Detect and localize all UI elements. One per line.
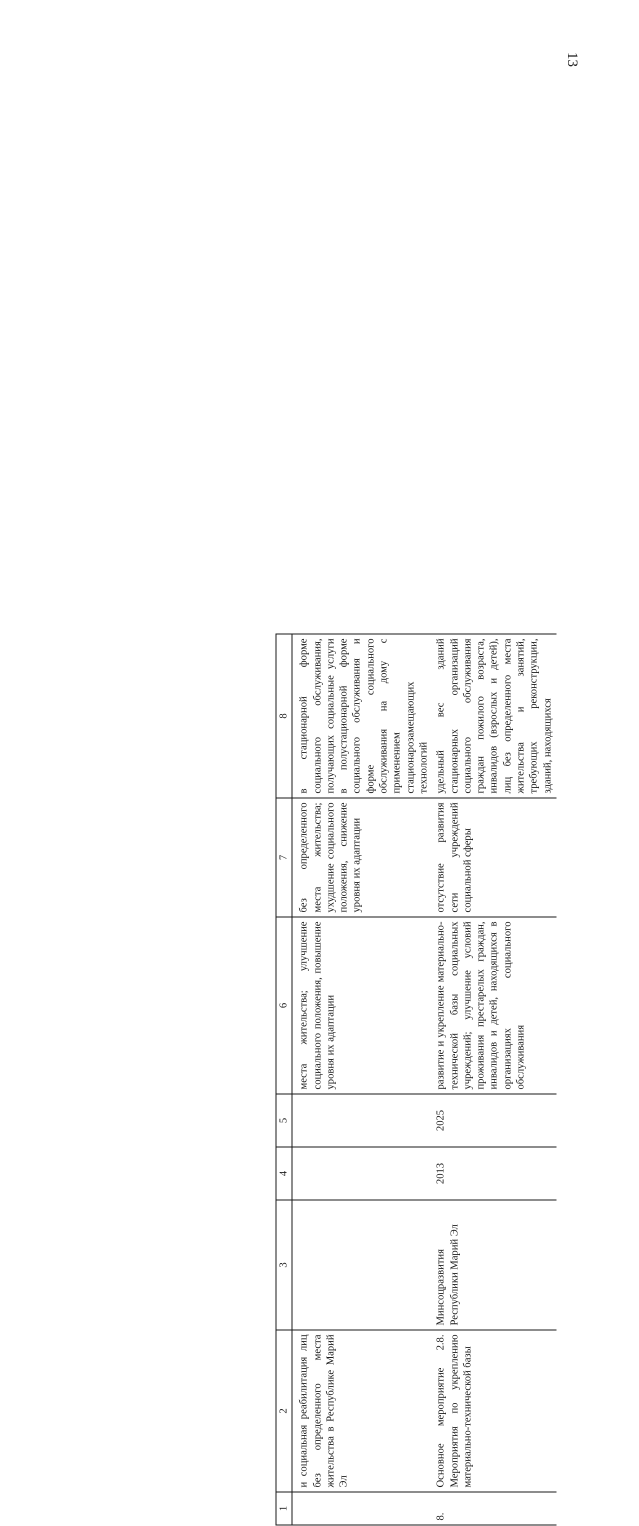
rotated-table-sheet: [276, 707, 639, 1526]
table-row: [292, 634, 432, 1525]
expected-result-cell: развитие и укрепление материально-технической базы социальных учреждений; улучшение условий проживания престарелых граждан, инвалидов и детей, находящихся в организациях социального обслуживания: [433, 917, 557, 1094]
column-header-3: 3: [276, 1200, 292, 1330]
page-number: 13: [564, 52, 579, 67]
column-header-4: 4: [276, 1147, 292, 1200]
column-number-row: [276, 634, 292, 1525]
start-year-cell: 2013: [433, 1147, 557, 1200]
consequences-cell: без определенного места жительства; ухудшение социального положения, снижение уровня их адаптации: [292, 798, 432, 917]
end-year-cell: [292, 1094, 432, 1147]
column-header-8: 8: [276, 634, 292, 798]
expected-result-cell: места жительства; улучшение социального положения, повышение уровня их адаптации: [292, 917, 432, 1094]
column-header-7: 7: [276, 798, 292, 917]
row-number-cell: 8.: [433, 1492, 557, 1525]
indicator-link-cell: в стационарной форме социального обслуживания, получающих социальные услуги в полустационарной форме социального обслуживания и форме социального обслуживания на дому с применением стационарозамещающих технологий: [292, 634, 432, 798]
indicator-link-cell: удельный вес зданий стационарных организаций социального обслуживания граждан пожилого возраста, инвалидов (взрослых и детей), лиц без определенного места жительства и занятий, требующих реконструкции, зданий, находящихся: [433, 634, 557, 798]
start-year-cell: [292, 1147, 432, 1200]
end-year-cell: 2025: [433, 1094, 557, 1147]
row-number-cell: [292, 1492, 432, 1525]
consequences-cell: отсутствие развития сети учреждений социальной сферы: [433, 798, 557, 917]
executor-cell: [292, 1200, 432, 1330]
column-header-2: 2: [276, 1330, 292, 1492]
column-header-6: 6: [276, 917, 292, 1094]
measure-name-cell: Основное мероприятие 2.8. Мероприятия по укреплению материально-технической базы: [433, 1330, 557, 1492]
program-measures-table: [276, 634, 557, 1526]
table-row: [433, 634, 557, 1525]
column-header-1: 1: [276, 1492, 292, 1525]
measure-name-cell: и социальная реабилитация лиц без определенного места жительства в Республике Марий Эл: [292, 1330, 432, 1492]
executor-cell: Минсоцразвития Республики Марий Эл: [433, 1200, 557, 1330]
column-header-5: 5: [276, 1094, 292, 1147]
